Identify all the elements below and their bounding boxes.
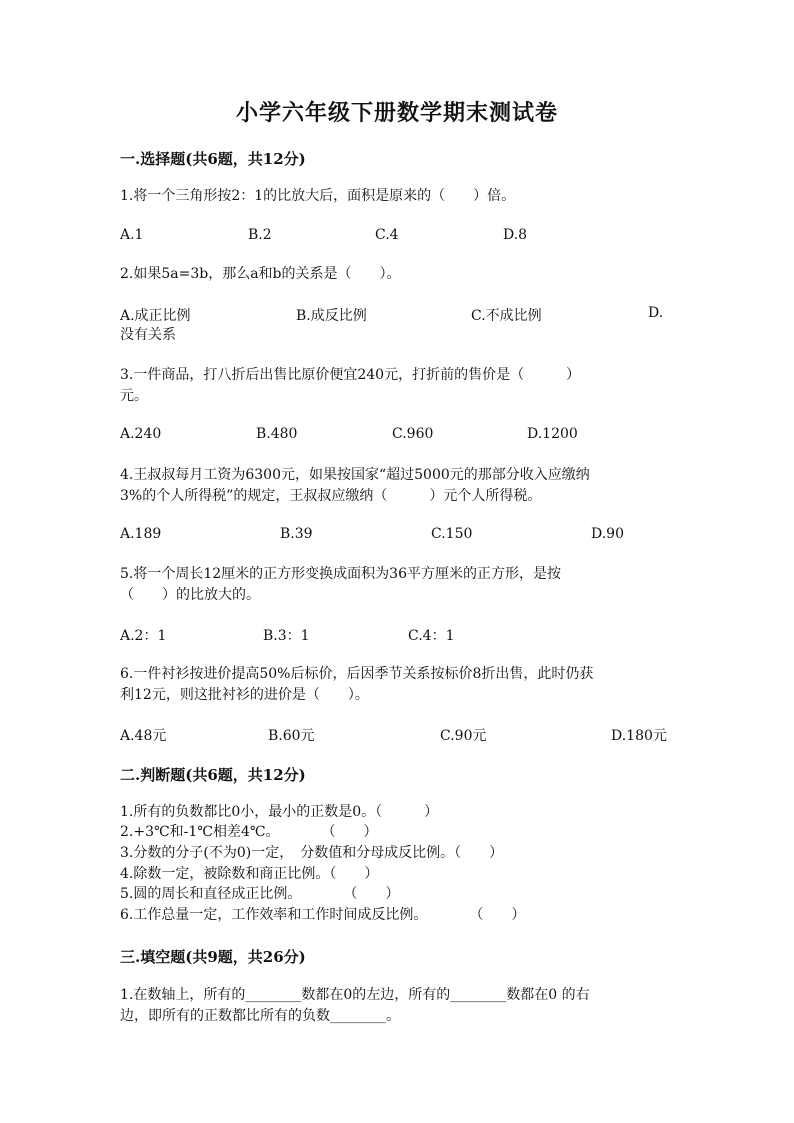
option-c: C.4：1 [408, 628, 455, 644]
question-text: 2.如果5a=3b，那么a和b的关系是（ ）。 [120, 266, 401, 282]
judge-item-1: 1.所有的负数都比0小，最小的正数是0。（ ） [120, 804, 439, 820]
options-q6 [120, 725, 680, 747]
question-text-line2: （ ）的比放大的。 [120, 587, 260, 603]
question-5 [120, 564, 680, 606]
option-d-wrap: 没有关系 [120, 327, 176, 343]
options-q3 [120, 426, 680, 448]
question-6 [120, 664, 680, 706]
option-a: A.240 [120, 426, 162, 442]
question-3 [120, 365, 680, 407]
section-heading-fill: 三.填空题(共9题，共26分) [120, 948, 306, 966]
option-b: B.成反比例 [296, 308, 367, 324]
option-a: A.成正比例 [120, 308, 191, 324]
option-d: D.1200 [527, 426, 578, 442]
judge-item-6: 6.工作总量一定，工作效率和工作时间成反比例。 （ ） [120, 907, 526, 923]
question-4 [120, 465, 680, 507]
fill-text-line2: 边，即所有的正数都比所有的负数________。 [120, 1008, 400, 1024]
question-text-line2: 3%的个人所得税”的规定，王叔叔应缴纳（ ）元个人所得税。 [120, 488, 542, 504]
option-d: D. [648, 305, 664, 321]
option-c: C.4 [375, 227, 399, 243]
question-text-line2: 元。 [120, 388, 148, 404]
option-b: B.480 [256, 426, 298, 442]
option-c: C.960 [392, 426, 434, 442]
fill-text-line1: 1.在数轴上，所有的________数都在0的左边，所有的________数都在0 的右 [120, 987, 590, 1003]
judge-item-5: 5.圆的周长和直径成正比例。 （ ） [120, 886, 400, 902]
question-text: 1.将一个三角形按2：1的比放大后，面积是原来的（ ）倍。 [120, 188, 516, 204]
option-a: A.2：1 [120, 628, 167, 644]
option-b: B.3：1 [263, 628, 310, 644]
option-d: D.90 [591, 526, 624, 542]
options-q5 [120, 625, 680, 647]
option-b: B.2 [248, 227, 272, 243]
option-c: C.90元 [440, 728, 487, 744]
question-text-line1: 3.一件商品，打八折后出售比原价便宜240元，打折前的售价是（ ） [120, 367, 581, 383]
option-a: A.1 [120, 227, 144, 243]
judge-item-4: 4.除数一定，被除数和商正比例。（ ） [120, 866, 379, 882]
option-a: A.189 [120, 526, 162, 542]
fill-question-1 [120, 985, 690, 1027]
question-text-line2: 利12元，则这批衬衫的进价是（ ）。 [120, 687, 369, 703]
section-heading-judge: 二.判断题(共6题，共12分) [120, 766, 306, 784]
question-text-line1: 6.一件衬衫按进价提高50%后标价，后因季节关系按标价8折出售，此时仍获 [120, 666, 594, 682]
options-q1 [120, 227, 680, 249]
judge-item-3: 3.分数的分子(不为0)一定， 分数值和分母成反比例。（ ） [120, 845, 504, 861]
page-title: 小学六年级下册数学期末测试卷 [235, 100, 558, 126]
question-2 [120, 264, 680, 285]
option-d: D.8 [503, 227, 528, 243]
section-heading-choice: 一.选择题(共6题，共12分) [120, 150, 306, 168]
judge-item-2: 2.+3℃和-1℃相差4℃。 （ ） [120, 824, 378, 840]
option-b: B.60元 [268, 728, 315, 744]
question-1 [120, 186, 680, 207]
option-b: B.39 [280, 526, 313, 542]
option-c: C.150 [431, 526, 473, 542]
option-d: D.180元 [611, 728, 667, 744]
question-text-line1: 4.王叔叔每月工资为6300元，如果按国家“超过5000元的那部分收入应缴纳 [120, 467, 590, 483]
question-text-line1: 5.将一个周长12厘米的正方形变换成面积为36平方厘米的正方形，是按 [120, 566, 561, 582]
option-a: A.48元 [120, 728, 167, 744]
options-q4 [120, 526, 680, 548]
options-q2 [120, 305, 680, 327]
option-c: C.不成比例 [471, 308, 542, 324]
